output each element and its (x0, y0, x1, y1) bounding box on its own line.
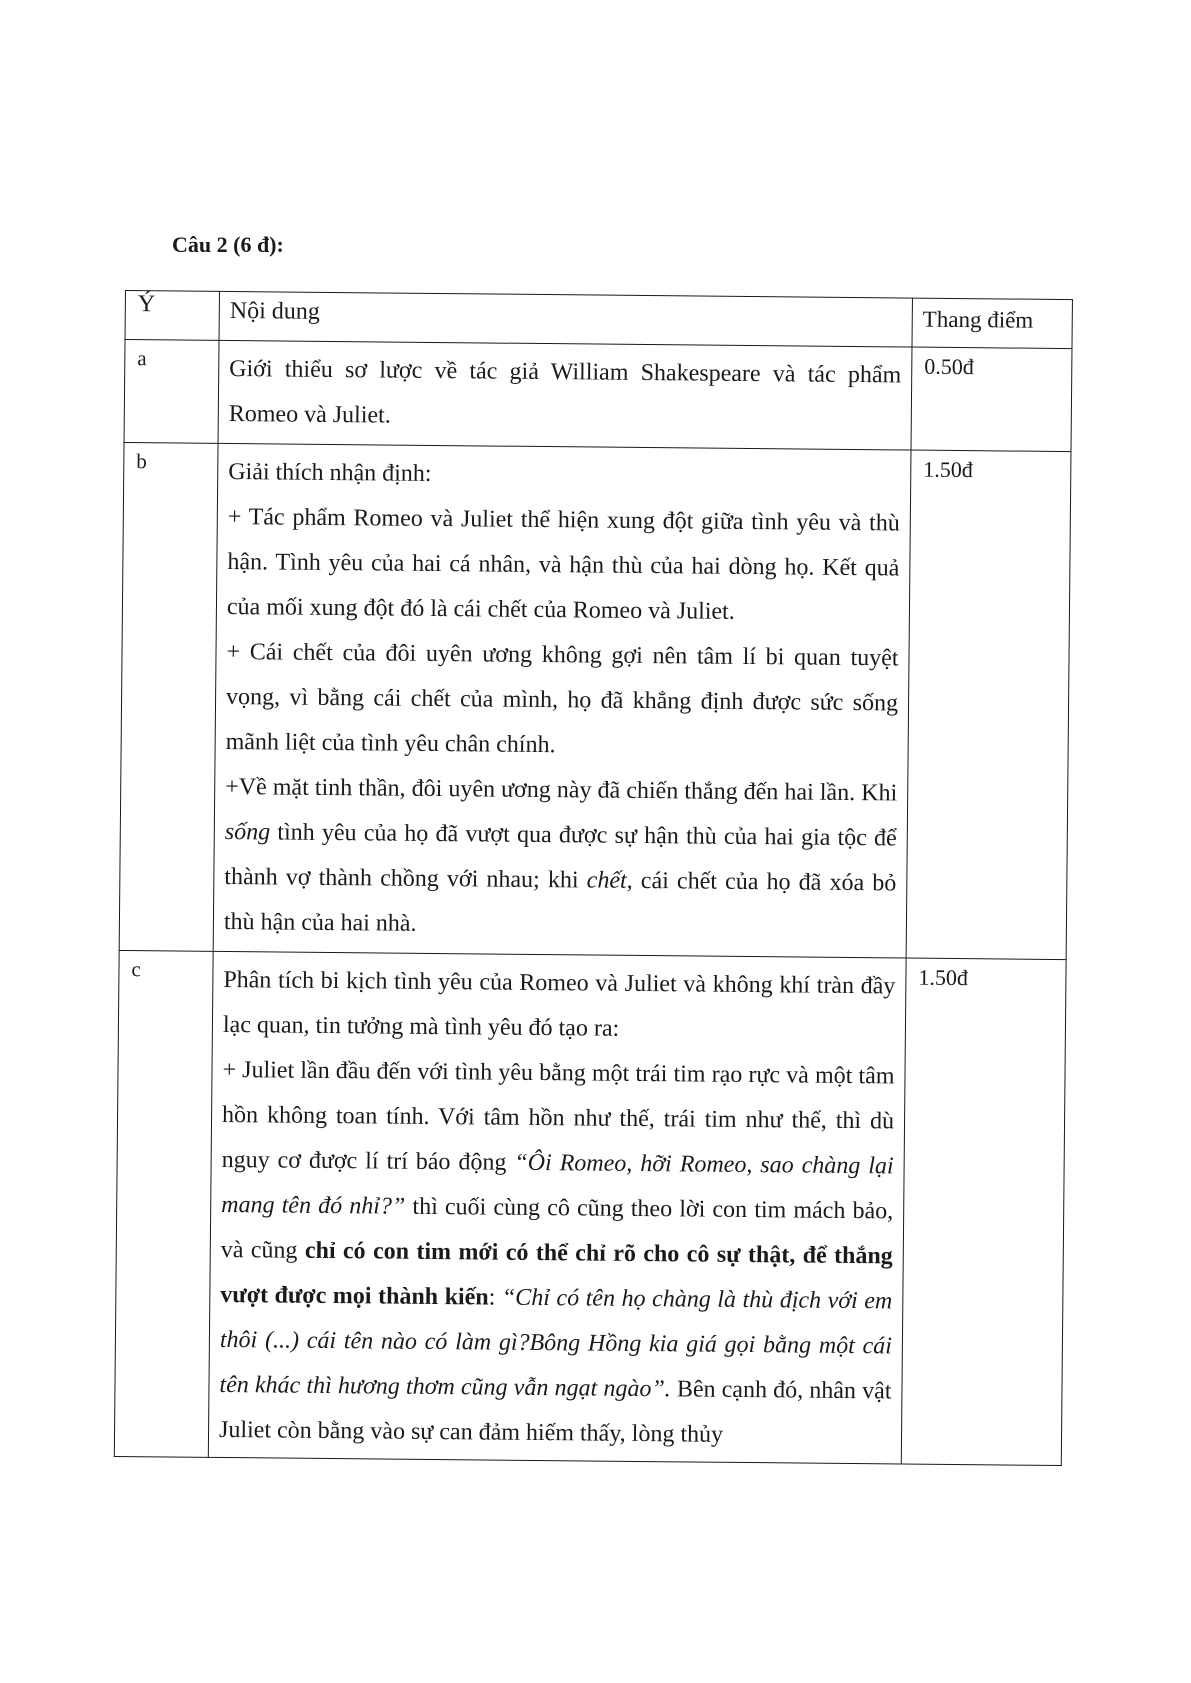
row-b-point-3-emphasis-2: chết, (586, 867, 633, 894)
row-c-text-1: + Juliet lần đầu đến với tình yêu bằng một trái tim rạo rực và một tâm hồn không toan tính. Với tâm hồn như thế, trái tim như thế, thì dù nguy cơ được lí trí báo động (221, 1056, 895, 1176)
row-c-score: 1.50đ (901, 958, 1066, 1466)
header-item: Ý (125, 291, 219, 341)
row-b-content (213, 443, 911, 958)
row-b-intro: Giải thích nhận định: (228, 459, 432, 487)
table-row-c (114, 950, 1066, 1465)
row-b-point-2: + Cái chết của đôi uyên ương không gợi nên tâm lí bi quan tuyệt vọng, vì bằng cái chết của mình, họ đã khẳng định được sức sống mãnh liệt của tình yêu chân chính. (225, 638, 899, 759)
row-c-bold-phrase: chỉ có con tim mới có thể chỉ rõ cho cô sự thật, để thắng vượt được mọi thành kiến (220, 1237, 893, 1311)
row-b-point-3-text-3: cái chết của họ đã xóa bỏ thù hận của hai nhà. (223, 867, 897, 937)
row-c-text-3: : (488, 1284, 503, 1311)
row-c-content (208, 951, 906, 1464)
row-b-point-3-text-2: tình yêu của họ đã vượt qua được sự hận thù của hai gia tộc để thành vợ thành chồng với nhau; khi (224, 819, 897, 894)
question-heading: Câu 2 (6 đ): (172, 232, 284, 257)
row-c-point-1 (219, 1048, 895, 1459)
row-c-quote-2: “Chỉ có tên họ chàng là thù địch với em thôi (...) cái tên nào có làm gì?Bông Hồng kia giá gọi bằng một cái tên khác thì hương thơm cũng vẫn ngạt ngào”. (219, 1284, 893, 1403)
row-b-item: b (119, 442, 218, 951)
row-b-point-3-text-1: +Về mặt tinh thần, đôi uyên ương này đã chiến thắng đến hai lần. Khi (225, 773, 898, 807)
row-a-score: 0.50đ (911, 347, 1072, 452)
row-c-text-4: Bên cạnh đó, nhân vật Juliet còn bằng vào sự can đảm hiếm thấy, lòng thủy (218, 1376, 892, 1448)
row-a-paragraph: Giới thiểu sơ lược về tác giả William Shakespeare và tác phẩm Romeo và Juliet. (228, 356, 902, 429)
row-c-text-2: thì cuối cùng cô cũng theo lời con tim mách bảo, và cũng (220, 1193, 894, 1264)
row-a-content (218, 340, 912, 450)
row-b-point-1: + Tác phẩm Romeo và Juliet thể hiện xung đột giữa tình yêu và thù hận. Tình yêu của hai cá nhân, và hận thù của hai dòng họ. Kết quả của mối xung đột đó là cái chết của Romeo và Juliet. (226, 503, 900, 625)
row-b-point-3-emphasis-1: sống (224, 818, 271, 846)
row-c-item: c (114, 950, 213, 1457)
row-c-intro: Phân tích bi kịch tình yêu của Romeo và Juliet và không khí tràn đầy lạc quan, tin tưởng mà tình yêu đó tạo ra: (222, 966, 896, 1042)
table-row-a (124, 340, 1072, 452)
header-content: Nội dung (219, 291, 912, 347)
row-a-item: a (124, 340, 219, 444)
table-row-b (119, 442, 1071, 959)
row-c-quote-1: “Ôi Romeo, hỡi Romeo, sao chàng lại mang tên đó nhỉ?” (221, 1149, 894, 1220)
header-score: Thang điểm (912, 298, 1072, 349)
grading-table (114, 290, 1073, 1466)
row-b-score: 1.50đ (906, 450, 1071, 960)
row-b-point-3 (224, 765, 898, 951)
